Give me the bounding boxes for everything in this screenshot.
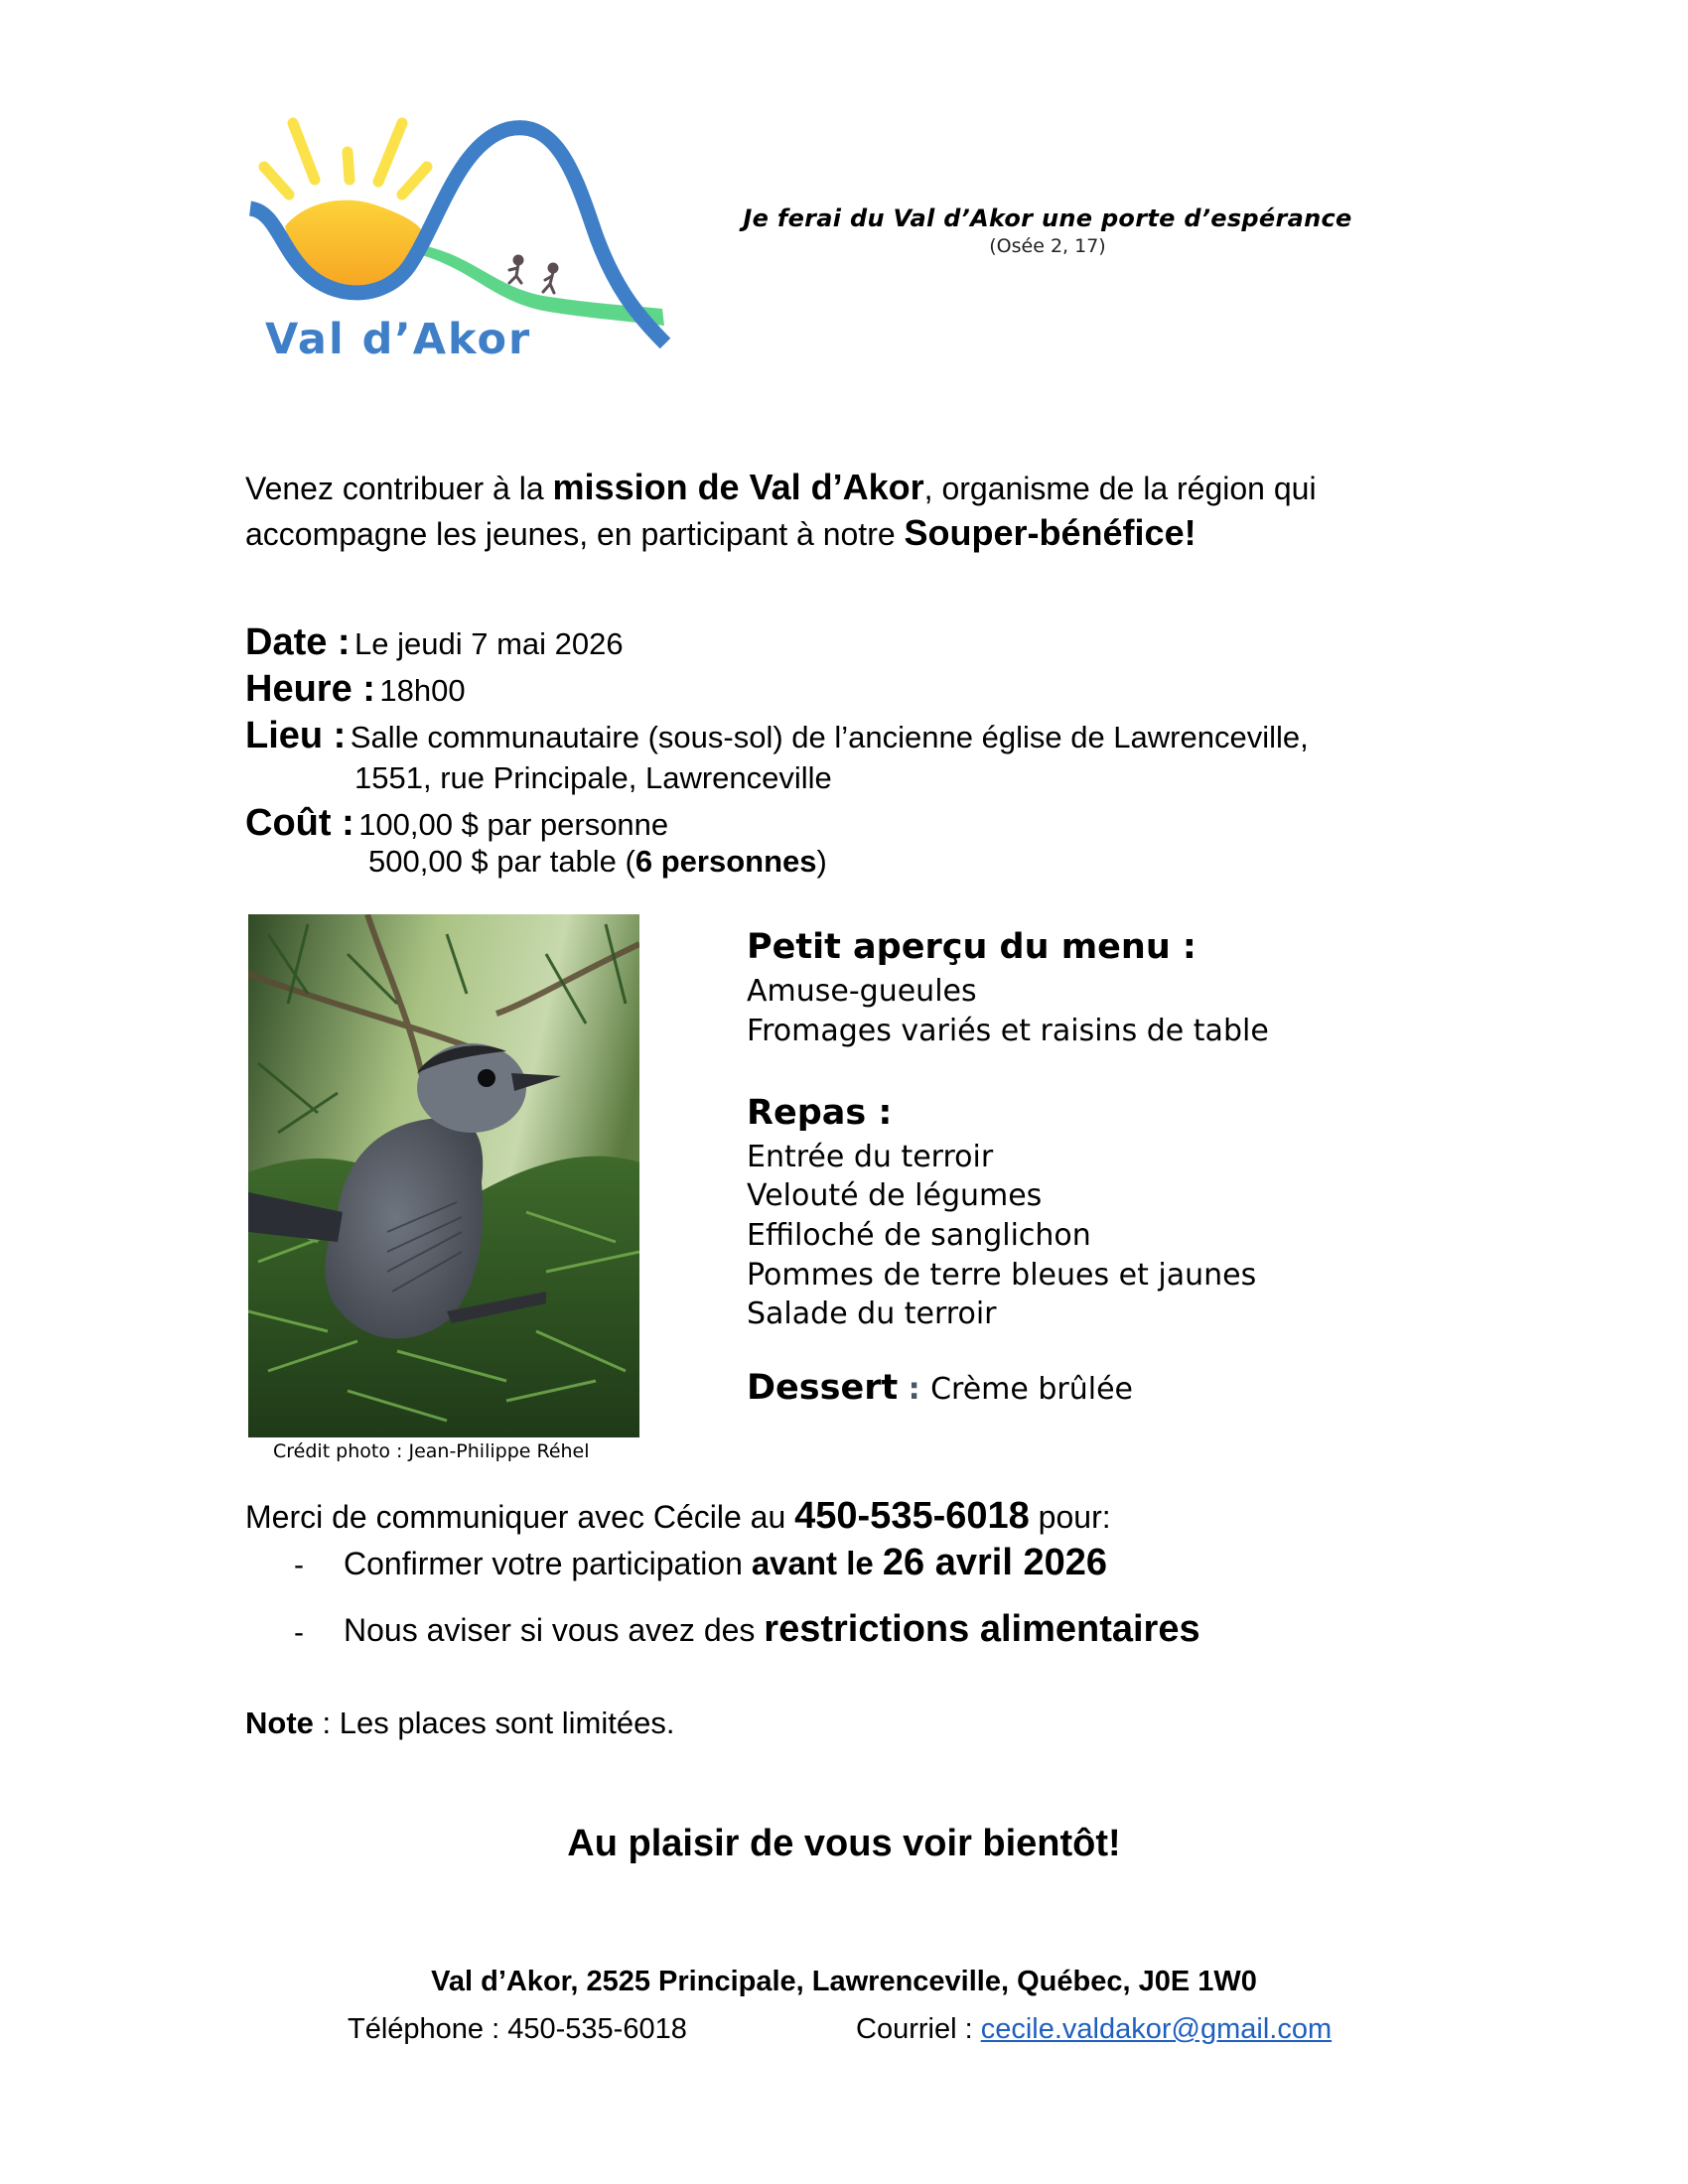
- footer-phone: Téléphone : 450-535-6018: [348, 2013, 687, 2045]
- repas-heading: Repas :: [747, 1093, 893, 1133]
- intro-text: accompagne les jeunes, en participant à notre: [245, 516, 905, 552]
- intro-mission-bold: mission de Val d’Akor: [552, 467, 924, 507]
- date-label: Date :: [245, 621, 351, 663]
- date-value: Le jeudi 7 mai 2026: [354, 626, 624, 661]
- bullet-dash: -: [294, 1616, 304, 1649]
- bullet-deadline: 26 avril 2026: [882, 1542, 1107, 1583]
- bullet-restrictions: [344, 1610, 1200, 1648]
- email-link[interactable]: cecile.valdakor@gmail.com: [980, 2013, 1333, 2045]
- intro-text: , organisme de la région qui: [923, 471, 1317, 506]
- menu-heading: Petit aperçu du menu :: [747, 927, 1196, 967]
- bullet-confirm: [344, 1544, 1107, 1581]
- quote-reference: (Osée 2, 17): [989, 235, 1106, 257]
- menu-item: Salade du terroir: [747, 1297, 997, 1331]
- lieu-value: Salle communautaire (sous-sol) de l’ancienne église de Lawrenceville,: [350, 720, 1309, 754]
- footer-address: Val d’Akor, 2525 Principale, Lawrenceville, Québec, J0E 1W0: [431, 1966, 1257, 1997]
- contact-line: [245, 1497, 1111, 1535]
- intro-souper-bold: Souper-bénéfice!: [904, 512, 1196, 553]
- header-quote: [695, 205, 1400, 257]
- photo-credit: Crédit photo : Jean-Philippe Réhel: [273, 1440, 590, 1462]
- bullet-text: Confirmer votre participation: [344, 1546, 752, 1581]
- detail-cout: [245, 804, 668, 842]
- note-text: : Les places sont limitées.: [313, 1706, 675, 1740]
- detail-date: [245, 623, 624, 661]
- closing-message: Au plaisir de vous voir bientôt!: [567, 1823, 1121, 1864]
- bullet-restrictions-bold: restrictions alimentaires: [764, 1608, 1200, 1650]
- bullet-bold: avant le: [751, 1545, 883, 1581]
- val-dakor-logo: [245, 107, 672, 365]
- contact-text: pour:: [1029, 1499, 1111, 1535]
- dessert-line: [747, 1368, 1134, 1408]
- logo-graphic-icon: [245, 107, 672, 365]
- cout-label: Coût :: [245, 802, 354, 844]
- intro-line-1: [245, 467, 1317, 507]
- detail-lieu-line-2: [354, 762, 832, 793]
- menu-item: Effiloché de sanglichon: [747, 1218, 1091, 1253]
- contact-text: Merci de communiquer avec Cécile au: [245, 1499, 795, 1535]
- detail-heure: [245, 670, 466, 708]
- cout-table-bold: 6 personnes: [634, 844, 817, 879]
- heure-value: 18h00: [379, 673, 466, 708]
- bullet-dash: -: [294, 1549, 304, 1581]
- cout-table-text: 500,00 $ par table (: [368, 844, 635, 879]
- menu-item: Pommes de terre bleues et jaunes: [747, 1258, 1257, 1293]
- menu-item: Velouté de légumes: [747, 1178, 1043, 1213]
- email-label: Courriel :: [856, 2013, 981, 2045]
- logo-text: Val d’Akor: [265, 315, 532, 364]
- bird-photo: [248, 914, 639, 1437]
- intro-text: Venez contribuer à la: [245, 471, 553, 506]
- lieu-label: Lieu :: [245, 715, 347, 756]
- dessert-label: Dessert: [747, 1368, 899, 1408]
- note-label: Note: [245, 1706, 314, 1740]
- footer-email: [856, 2015, 1332, 2044]
- detail-lieu: [245, 717, 1309, 754]
- cout-table-text: ): [816, 844, 827, 879]
- menu-item: Amuse-gueules: [747, 974, 977, 1009]
- quote-text: Je ferai du Val d’Akor une porte d’espérance: [743, 205, 1352, 232]
- bird-image-icon: [248, 914, 639, 1437]
- note-line: [245, 1707, 674, 1738]
- heure-label: Heure :: [245, 668, 375, 710]
- cout-value-person: 100,00 $ par personne: [358, 807, 669, 842]
- contact-phone: 450-535-6018: [794, 1495, 1030, 1537]
- detail-cout-line-2: [368, 846, 827, 877]
- lieu-address: 1551, rue Principale, Lawrenceville: [354, 760, 832, 795]
- dessert-separator: :: [898, 1372, 931, 1407]
- intro-line-2: [245, 512, 1196, 553]
- dessert-value: Crème brûlée: [930, 1372, 1134, 1407]
- menu-item: Fromages variés et raisins de table: [747, 1014, 1269, 1048]
- bullet-text: Nous aviser si vous avez des: [344, 1612, 765, 1648]
- menu-item: Entrée du terroir: [747, 1140, 994, 1174]
